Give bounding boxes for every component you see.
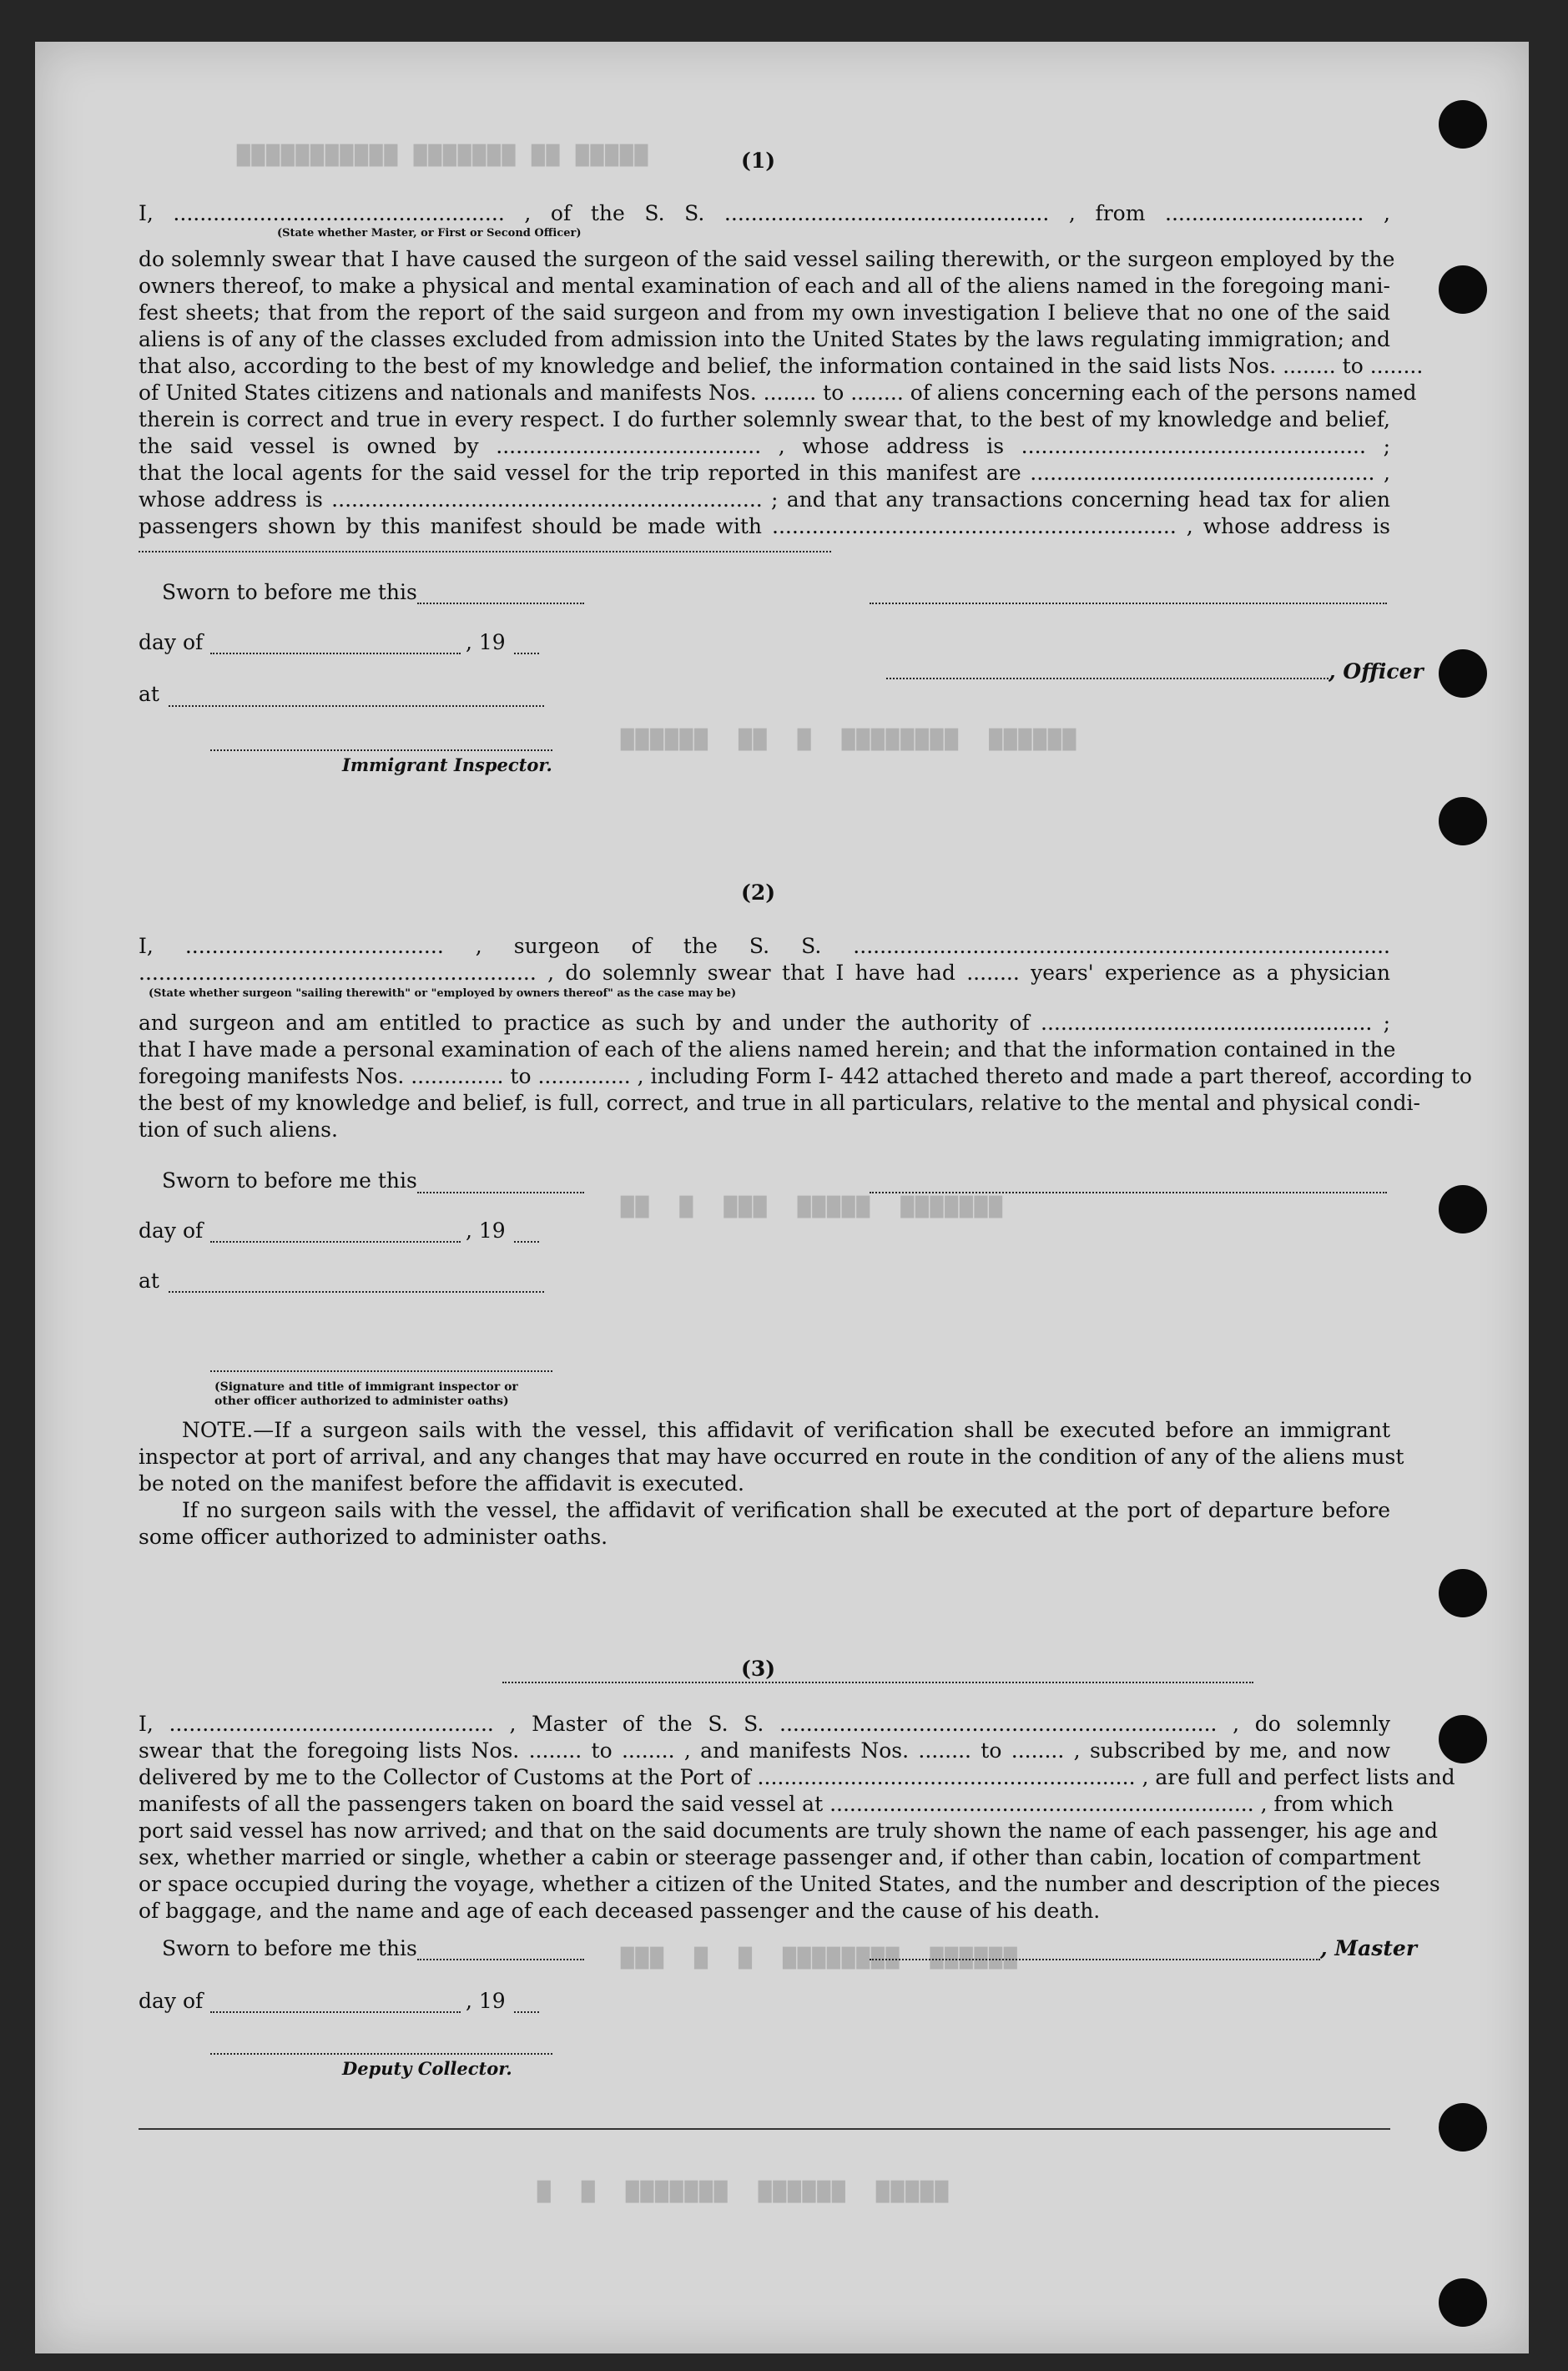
- section-2-signature-caption: other officer authorized to administer oaths): [214, 1395, 509, 1408]
- section-3-collector-rule: [210, 2053, 552, 2055]
- section-3-line: swear that the foregoing lists Nos. ........ to ........ , and manifests Nos. ........ to ........ , subscribed by me, and now: [139, 1738, 1390, 1763]
- section-2-year: 19: [478, 1218, 506, 1243]
- punch-hole: [1439, 1185, 1487, 1233]
- section-3-day-label: day of: [139, 1989, 204, 2013]
- section-3-master-rule: [870, 1959, 1320, 1960]
- section-1-officer: Officer: [1343, 659, 1424, 684]
- section-1-at-rule: [169, 705, 544, 707]
- section-2-signature-rule: [210, 1370, 552, 1372]
- bleed-through-texture: ▇▇▇▇▇ ▇▇ ▇▇▇▇▇▇▇ ▇▇▇▇▇▇▇▇▇▇▇: [235, 142, 648, 167]
- section-2-line: that I have made a personal examination of each of the aliens named herein; and that the information contained in the: [139, 1037, 1396, 1062]
- section-3-number: (3): [741, 1657, 776, 1681]
- section-2-year-prefix: , 19: [466, 1218, 506, 1243]
- section-1-line: owners thereof, to make a physical and mental examination of each and all of the aliens named in the foregoing mani-: [139, 274, 1390, 298]
- section-3-line: manifests of all the passengers taken on board the said vessel at ................................................................ , from which: [139, 1792, 1394, 1816]
- bleed-through-texture: ▇▇▇▇▇▇▇ ▇▇▇▇▇ ▇▇▇ ▇ ▇▇: [619, 1193, 1002, 1218]
- section-1-inspector-label: Immigrant Inspector.: [342, 754, 552, 775]
- section-3-year-rule: [514, 2011, 539, 2013]
- section-3-line: sex, whether married or single, whether a cabin or steerage passenger and, if other than cabin, location of compartment: [139, 1845, 1421, 1869]
- section-3-header-rule: [502, 1682, 1253, 1683]
- section-1-line: that the local agents for the said vessel for the trip reported in this manifest are .................................................... ,: [139, 461, 1390, 485]
- section-2-line: ............................................................ , do solemnly swear that I have had ........ years' experience as a physician: [139, 961, 1390, 985]
- section-3-line: or space occupied during the voyage, whether a citizen of the United States, and the number and description of the pieces: [139, 1872, 1440, 1896]
- section-2-surgeon-caption: (State whether surgeon "sailing therewith" or "employed by owners thereof" as the case may be): [149, 987, 737, 1000]
- section-3-year: 19: [478, 1989, 506, 2013]
- section-2-note-line: be noted on the manifest before the affidavit is executed.: [139, 1471, 744, 1496]
- punch-hole: [1439, 1715, 1487, 1763]
- punch-hole: [1439, 797, 1487, 845]
- section-1-sworn-label: Sworn to before me this: [162, 580, 417, 604]
- section-2-day-rule: [210, 1241, 461, 1243]
- section-3-line: I, ................................................. , Master of the S. S. .................................................................. , do solemnly: [139, 1712, 1390, 1736]
- bleed-through-texture: ▇▇▇▇▇▇ ▇▇▇▇▇▇▇▇ ▇ ▇ ▇▇▇: [619, 1945, 1017, 1970]
- section-2-sig-rule: [870, 1192, 1387, 1193]
- section-1-sig-rule: [870, 603, 1387, 604]
- section-2-day-label: day of: [139, 1218, 204, 1243]
- punch-hole: [1439, 2103, 1487, 2152]
- bleed-through-texture: ▇▇▇▇▇▇ ▇▇▇▇▇▇▇▇ ▇ ▇▇ ▇▇▇▇▇▇: [619, 726, 1076, 751]
- section-2-sworn-rule: [417, 1192, 584, 1193]
- section-2-line: the best of my knowledge and belief, is full, correct, and true in all particulars, relative to the mental and physical condi-: [139, 1091, 1420, 1115]
- section-2-number: (2): [741, 880, 776, 905]
- section-2-signature-caption: (Signature and title of immigrant inspector or: [214, 1380, 518, 1394]
- section-1-address-rule: [139, 551, 831, 552]
- section-2-note-line: inspector at port of arrival, and any changes that may have occurred en route in the condition of any of the aliens must: [139, 1445, 1404, 1469]
- section-1-line: do solemnly swear that I have caused the surgeon of the said vessel sailing therewith, or the surgeon employed by the: [139, 247, 1395, 271]
- section-2-line: I, ....................................... , surgeon of the S. S. .................................................................................: [139, 934, 1390, 958]
- section-2-at-label: at: [139, 1269, 159, 1293]
- section-2-note-line: some officer authorized to administer oaths.: [139, 1525, 608, 1549]
- section-1-line: passengers shown by this manifest should be made with ............................................................. , whose address is: [139, 514, 1390, 538]
- section-1-line: that also, according to the best of my knowledge and belief, the information contained in the said lists Nos. ........ to ........: [139, 354, 1424, 378]
- punch-hole: [1439, 1569, 1487, 1617]
- section-1-officer-label: , Officer: [1329, 659, 1424, 684]
- section-3-line: port said vessel has now arrived; and that on the said documents are truly shown the name of each passenger, his age and: [139, 1819, 1439, 1843]
- section-1-at-label: at: [139, 682, 159, 706]
- section-1-line: therein is correct and true in every respect. I do further solemnly swear that, to the best of my knowledge and belief,: [139, 407, 1390, 431]
- section-2-line: tion of such aliens.: [139, 1117, 338, 1142]
- section-1-line: I, .................................................. , of the S. S. ................................................. , from .............................. ,: [139, 201, 1390, 225]
- section-1-year-rule: [514, 653, 539, 654]
- section-3-sworn-rule: [417, 1959, 584, 1960]
- section-1-line: fest sheets; that from the report of the said surgeon and from my own investigation I believe that no one of the said: [139, 300, 1390, 325]
- punch-hole: [1439, 649, 1487, 698]
- bleed-through-texture: ▇▇▇▇▇ ▇▇▇▇▇▇ ▇▇▇▇▇▇▇ ▇ ▇: [536, 2178, 949, 2203]
- section-1-line: whose address is ................................................................. ; and that any transactions concerning head tax for alien: [139, 487, 1390, 512]
- section-3-line: of baggage, and the name and age of each deceased passenger and the cause of his death.: [139, 1899, 1101, 1923]
- section-3-sworn-label: Sworn to before me this: [162, 1936, 417, 1960]
- section-1-line: of United States citizens and nationals and manifests Nos. ........ to ........ of aliens concerning each of the persons named: [139, 381, 1417, 405]
- section-3-day-rule: [210, 2011, 461, 2013]
- section-1-year: 19: [478, 630, 506, 654]
- section-3-collector-label: Deputy Collector.: [342, 2058, 512, 2079]
- section-3-year-prefix: , 19: [466, 1989, 506, 2013]
- section-1-day-label: day of: [139, 630, 204, 654]
- section-2-note-line: If no surgeon sails with the vessel, the affidavit of verification shall be executed at the port of departure before: [182, 1498, 1390, 1522]
- section-1-line: aliens is of any of the classes excluded from admission into the United States by the laws regulating immigration; and: [139, 327, 1390, 351]
- section-2-year-rule: [514, 1241, 539, 1243]
- section-2-at-rule: [169, 1291, 544, 1293]
- section-1-year-prefix: , 19: [466, 630, 506, 654]
- page-bottom-rule: [139, 2128, 1390, 2130]
- section-2-sworn-label: Sworn to before me this: [162, 1168, 417, 1193]
- manifest-page: [35, 42, 1529, 2353]
- section-3-master: Master: [1334, 1936, 1417, 1960]
- section-2-note-line: NOTE.—If a surgeon sails with the vessel, this affidavit of verification shall be executed before an immigrant: [182, 1418, 1390, 1442]
- section-1-officer-caption: (State whether Master, or First or Second Officer): [277, 227, 582, 240]
- section-3-master-label: , Master: [1320, 1936, 1417, 1960]
- section-1-officer-rule: [886, 678, 1329, 679]
- section-3-line: delivered by me to the Collector of Customs at the Port of ......................................................... , are full and perfect lists and: [139, 1765, 1455, 1789]
- section-1-number: (1): [741, 149, 776, 173]
- punch-hole: [1439, 2278, 1487, 2327]
- punch-hole: [1439, 265, 1487, 314]
- section-1-sworn-rule: [417, 603, 584, 604]
- section-1-line: the said vessel is owned by ........................................ , whose address is .................................................... ;: [139, 434, 1390, 458]
- punch-hole: [1439, 100, 1487, 149]
- section-2-line: foregoing manifests Nos. .............. to .............. , including Form I- 442 attached thereto and made a part thereof, according to: [139, 1064, 1472, 1088]
- section-1-inspector-rule: [210, 749, 552, 751]
- section-2-line: and surgeon and am entitled to practice as such by and under the authority of .................................................. ;: [139, 1011, 1390, 1035]
- section-1-day-rule: [210, 653, 461, 654]
